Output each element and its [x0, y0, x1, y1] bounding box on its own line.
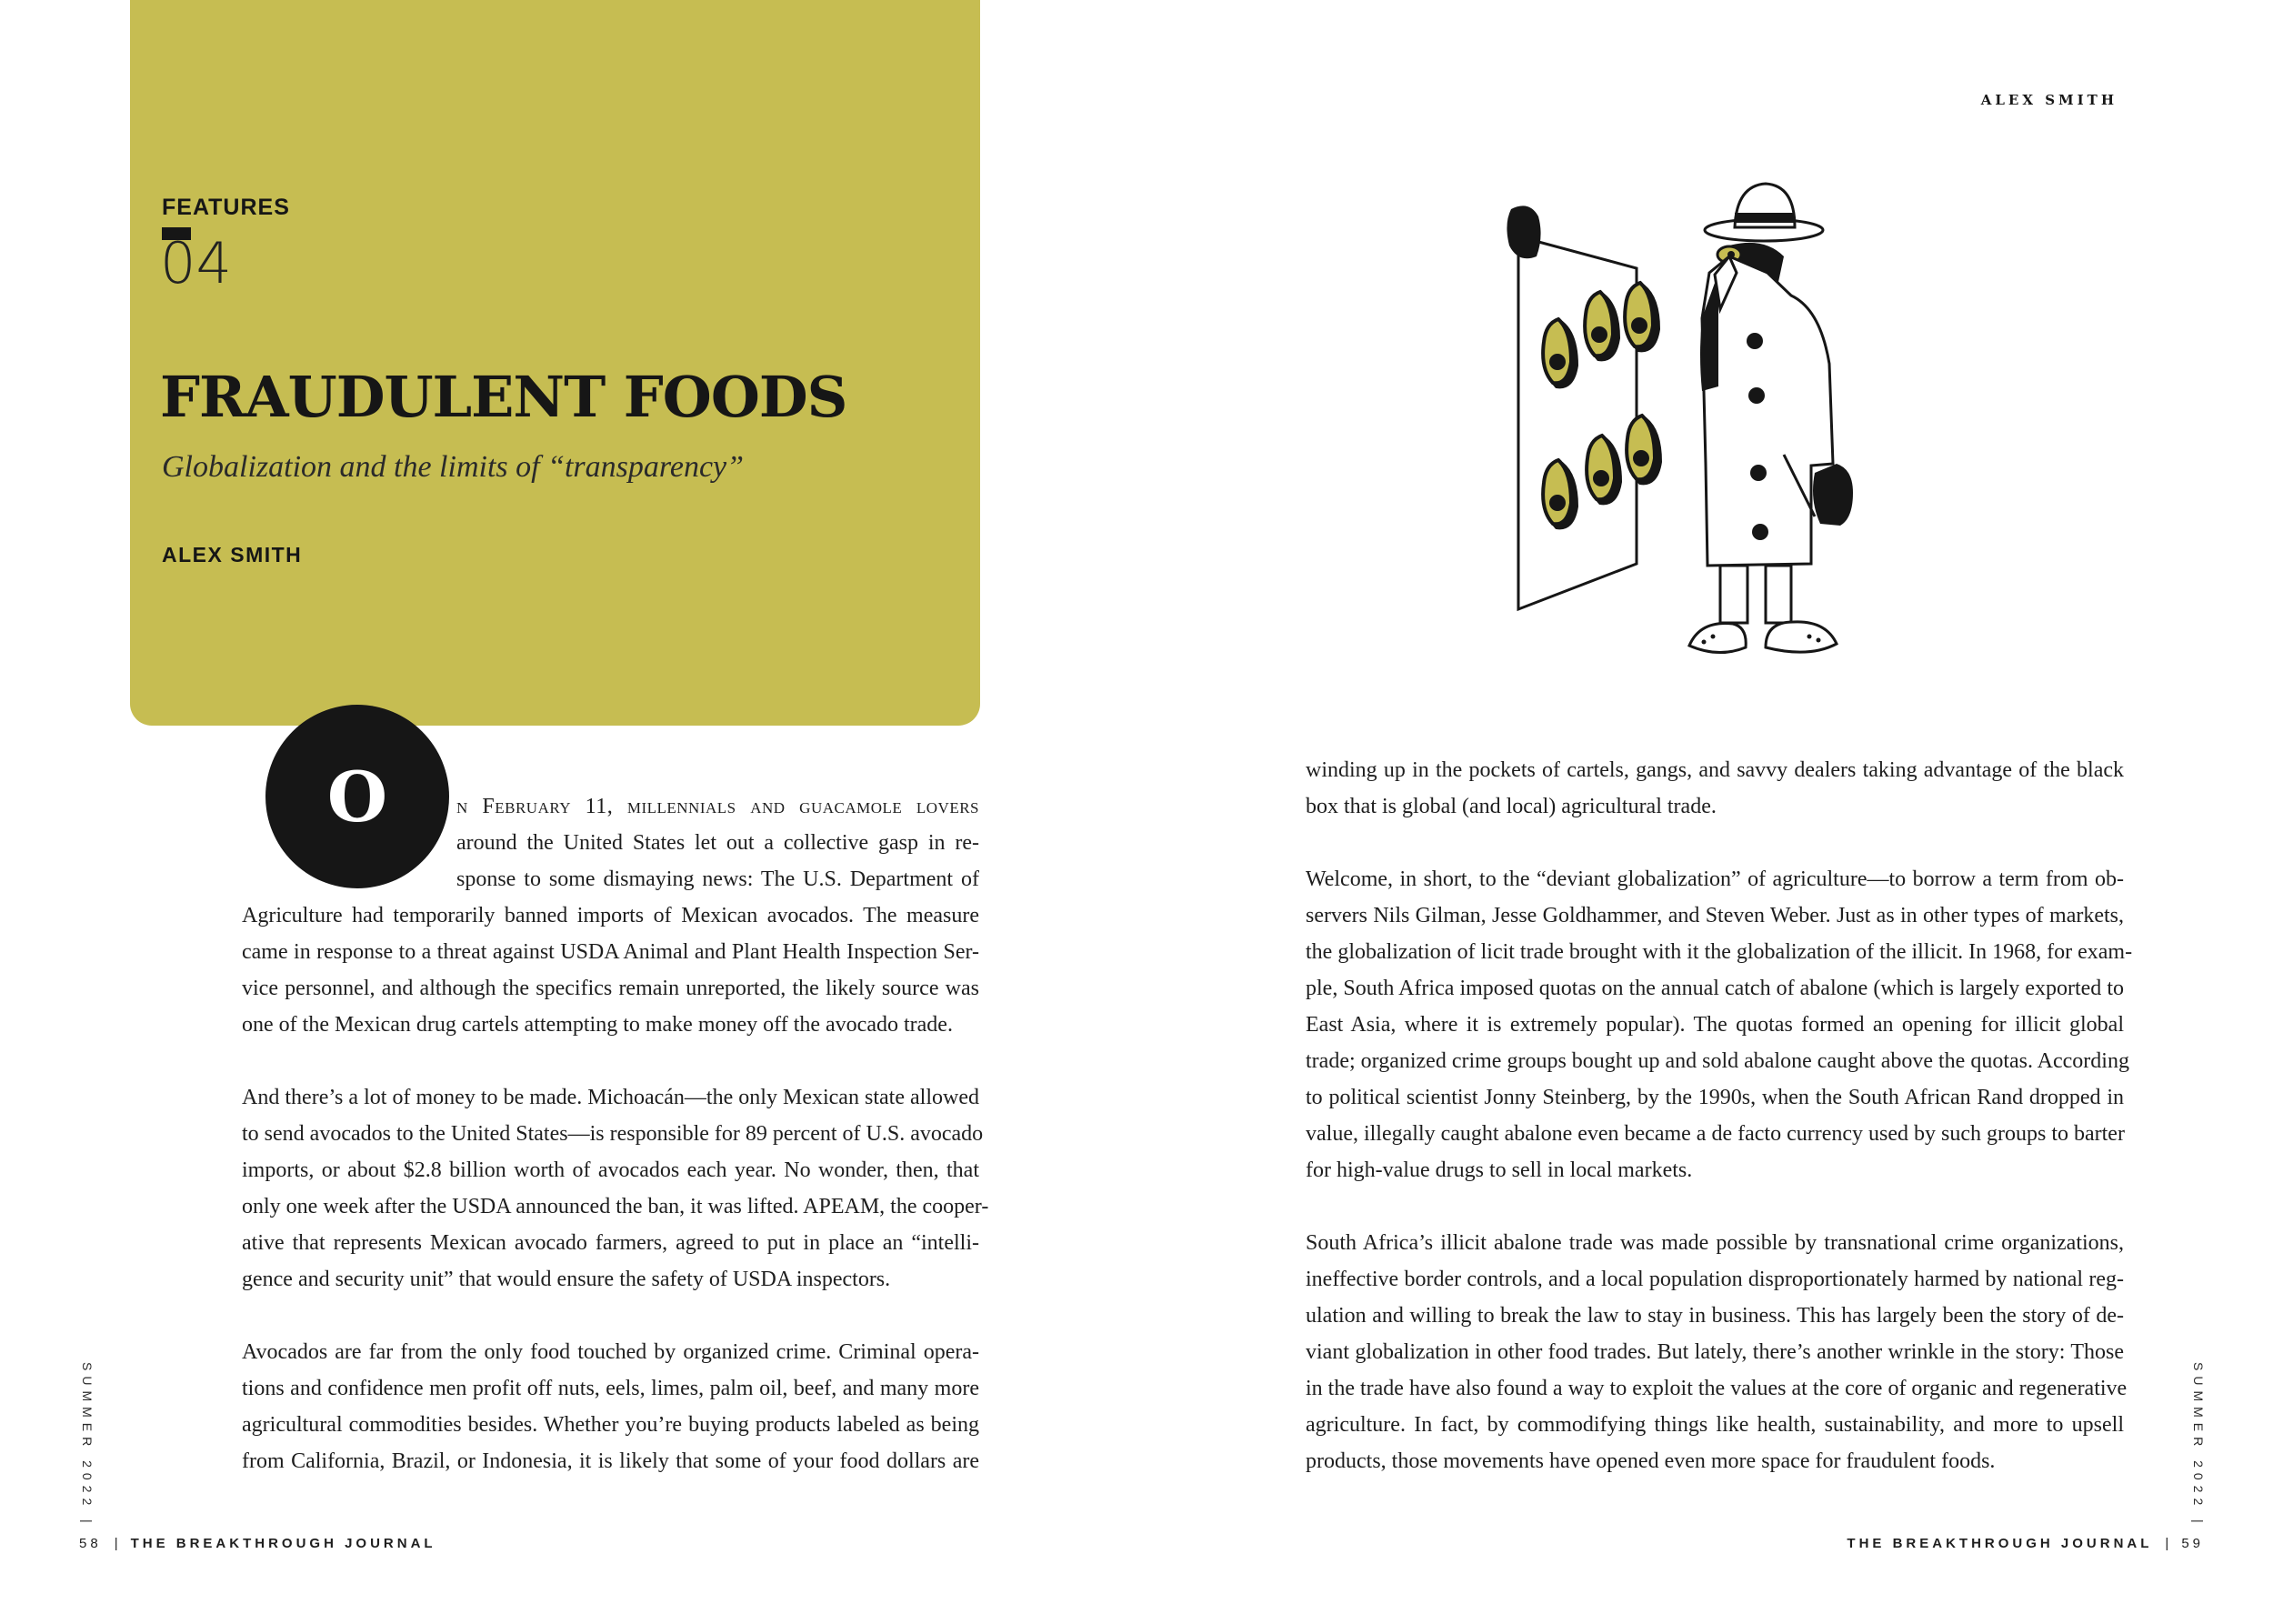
issue-text: SUMMER 2022: [80, 1362, 95, 1511]
body-line: ulation and willing to break the law to stay in business. This has largely been the story of de-: [1306, 1304, 2124, 1328]
page-number: 58: [79, 1536, 102, 1551]
section-number: 04: [160, 230, 232, 296]
body-line: And there’s a lot of money to be made. Michoacán—the only Mexican state allowed: [242, 1086, 979, 1109]
journal-name: THE BREAKTHROUGH JOURNAL: [1847, 1536, 2153, 1551]
issue-label-right: SUMMER 2022|: [2191, 1362, 2206, 1523]
body-line: ple, South Africa imposed quotas on the annual catch of abalone (which is largely exported to: [1306, 977, 2124, 1000]
journal-name: THE BREAKTHROUGH JOURNAL: [130, 1536, 436, 1551]
article-byline: ALEX SMITH: [162, 543, 303, 566]
page-number: 59: [2181, 1536, 2204, 1551]
body-line: around the United States let out a collective gasp in re-: [456, 831, 979, 855]
body-line: one of the Mexican drug cartels attempting to make money off the avocado trade.: [242, 1013, 953, 1037]
body-line: viant globalization in other food trades. But lately, there’s another wrinkle in the story: Those: [1306, 1340, 2124, 1364]
body-line: agriculture. In fact, by commodifying things like health, sustainability, and more to upsell: [1306, 1413, 2124, 1437]
body-line: vice personnel, and although the specifics remain unreported, the likely source was: [242, 977, 979, 1000]
body-line: winding up in the pockets of cartels, gangs, and savvy dealers taking advantage of the black: [1306, 758, 2124, 782]
body-line: tions and confidence men profit off nuts, eels, limes, palm oil, beef, and many more: [242, 1377, 979, 1400]
body-line: trade; organized crime groups bought up and sold abalone caught above the quotas. According: [1306, 1049, 2129, 1073]
body-line: sponse to some dismaying news: The U.S. Department of: [456, 867, 979, 891]
footer-right: THE BREAKTHROUGH JOURNAL | 59: [1847, 1536, 2204, 1551]
body-line: in the trade have also found a way to exploit the values at the core of organic and regenerative: [1306, 1377, 2128, 1400]
body-line: East Asia, where it is extremely popular). The quotas formed an opening for illicit global: [1306, 1013, 2124, 1037]
article-title: FRAUDULENT FOODS: [160, 364, 847, 430]
body-line: value, illegally caught abalone even became a de facto currency used by such groups to barter: [1306, 1122, 2125, 1146]
body-line: to send avocados to the United States—is responsible for 89 percent of U.S. avocado: [242, 1122, 984, 1146]
body-line: the globalization of licit trade brought with it the globalization of the illicit. In 1968, for exam-: [1306, 940, 2133, 964]
body-line: box that is global (and local) agricultural trade.: [1306, 795, 1717, 818]
feature-header-block: [130, 0, 980, 726]
man-in-trench-coat-selling-avocados-icon: [1491, 173, 1891, 668]
section-label: FEATURES: [162, 195, 290, 220]
body-line: imports, or about $2.8 billion worth of avocados each year. No wonder, then, that: [242, 1158, 979, 1182]
issue-text: SUMMER 2022: [2191, 1362, 2206, 1511]
body-line: products, those movements have opened even more space for fraudulent foods.: [1306, 1449, 1996, 1473]
article-subtitle: Globalization and the limits of “transparency”: [162, 450, 745, 484]
body-line: servers Nils Gilman, Jesse Goldhammer, and Steven Weber. Just as in other types of markets,: [1306, 904, 2124, 927]
body-line: n February 11, millennials and guacamole lovers: [456, 795, 979, 818]
issue-label-left: SUMMER 2022|: [80, 1362, 95, 1523]
body-line: from California, Brazil, or Indonesia, it is likely that some of your food dollars are: [242, 1449, 979, 1473]
body-line: agricultural commodities besides. Whether you’re buying products labeled as being: [242, 1413, 979, 1437]
body-line: ineffective border controls, and a local population disproportionately harmed by national reg-: [1306, 1268, 2124, 1291]
drop-cap: O: [265, 705, 449, 888]
body-line: ative that represents Mexican avocado farmers, agreed to put in place an “intelli-: [242, 1231, 979, 1255]
body-line: Agriculture had temporarily banned imports of Mexican avocados. The measure: [242, 904, 979, 927]
body-line: South Africa’s illicit abalone trade was made possible by transnational crime organizations,: [1306, 1231, 2124, 1255]
body-line: Avocados are far from the only food touched by organized crime. Criminal opera-: [242, 1340, 979, 1364]
body-line: gence and security unit” that would ensure the safety of USDA inspectors.: [242, 1268, 891, 1291]
body-line: came in response to a threat against USDA Animal and Plant Health Inspection Ser-: [242, 940, 979, 964]
running-head-author: ALEX SMITH: [1980, 92, 2118, 108]
body-line: to political scientist Jonny Steinberg, by the 1990s, when the South African Rand dropped in: [1306, 1086, 2124, 1109]
footer-left: 58 | THE BREAKTHROUGH JOURNAL: [79, 1536, 436, 1551]
body-line: for high-value drugs to sell in local markets.: [1306, 1158, 1693, 1182]
body-line: Welcome, in short, to the “deviant globalization” of agriculture—to borrow a term from ob-: [1306, 867, 2124, 891]
body-line: only one week after the USDA announced the ban, it was lifted. APEAM, the cooper-: [242, 1195, 989, 1218]
